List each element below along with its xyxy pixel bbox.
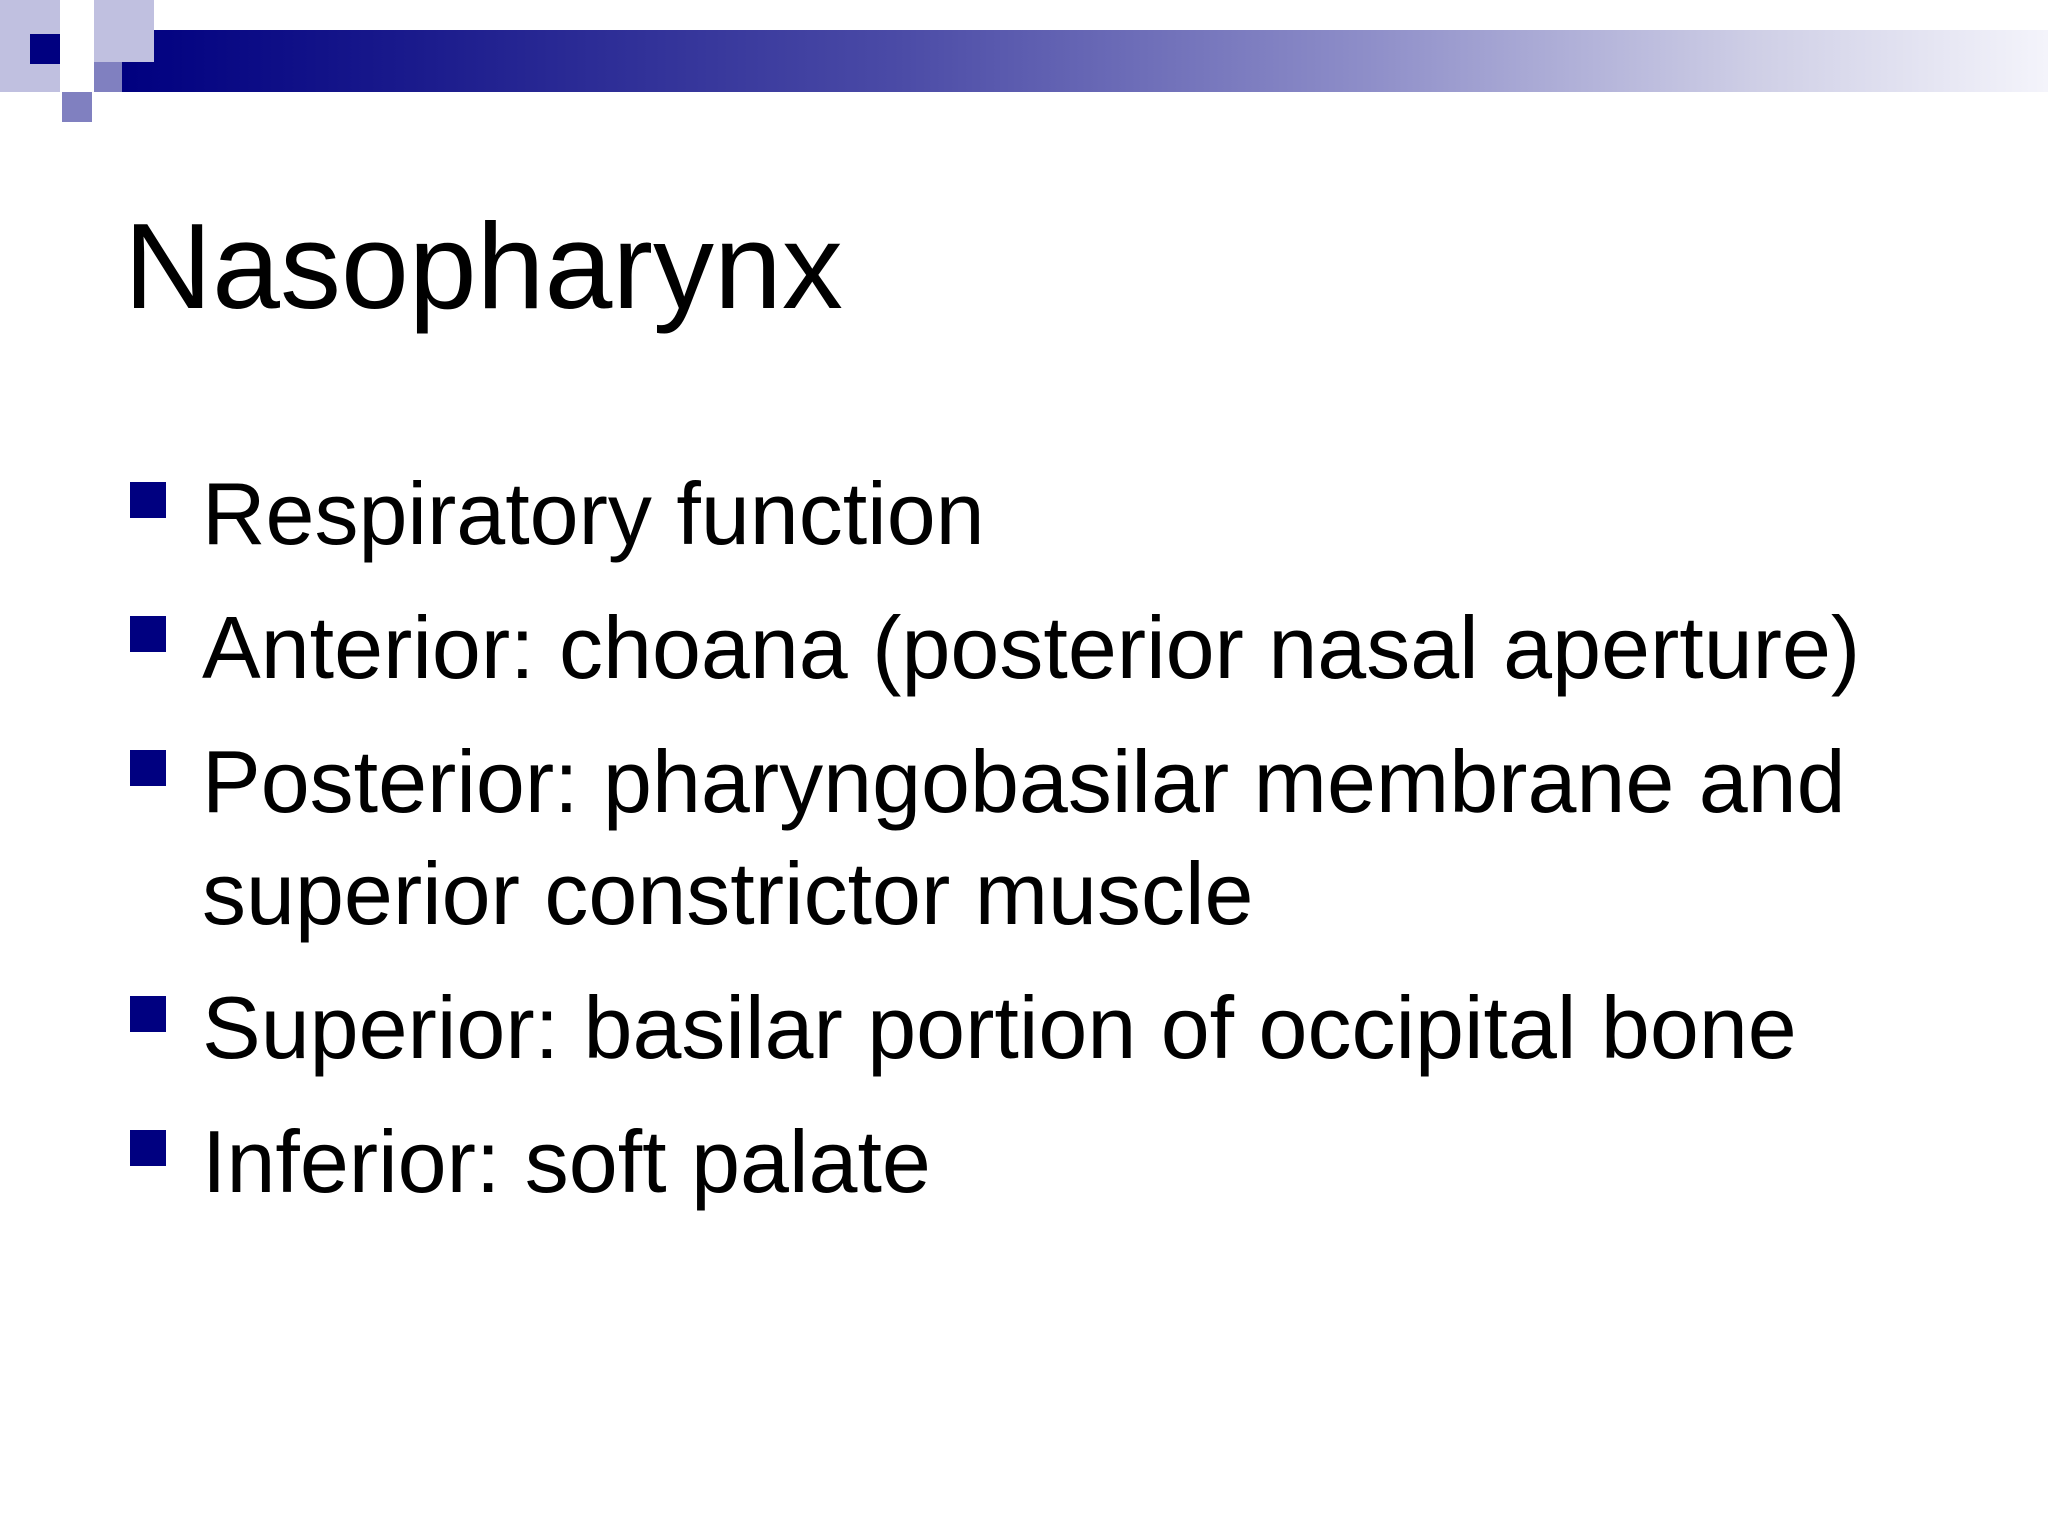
corner-square-light bbox=[94, 0, 154, 62]
bullet-text: Posterior: pharyngobasilar membrane and superior constrictor muscle bbox=[202, 732, 1846, 943]
bullet-item bbox=[128, 592, 2008, 704]
bullet-text: Anterior: choana (posterior nasal aperture) bbox=[202, 598, 1861, 697]
bullet-item bbox=[128, 972, 2008, 1084]
bullet-item bbox=[128, 726, 2008, 950]
bullet-list bbox=[128, 458, 2008, 1240]
corner-square-mid bbox=[94, 62, 122, 92]
bullet-item bbox=[128, 458, 2008, 570]
corner-square-dark bbox=[30, 34, 60, 64]
bullet-text: Inferior: soft palate bbox=[202, 1112, 931, 1211]
square-bullet-icon bbox=[130, 996, 166, 1032]
slide-title: Nasopharynx bbox=[124, 198, 843, 334]
header-gradient-bar bbox=[122, 30, 2048, 92]
square-bullet-icon bbox=[130, 482, 166, 518]
bullet-item bbox=[128, 1106, 2008, 1218]
corner-square-mid bbox=[62, 92, 92, 122]
square-bullet-icon bbox=[130, 750, 166, 786]
square-bullet-icon bbox=[130, 1130, 166, 1166]
bullet-text: Superior: basilar portion of occipital bone bbox=[202, 978, 1797, 1077]
square-bullet-icon bbox=[130, 616, 166, 652]
bullet-text: Respiratory function bbox=[202, 464, 985, 563]
